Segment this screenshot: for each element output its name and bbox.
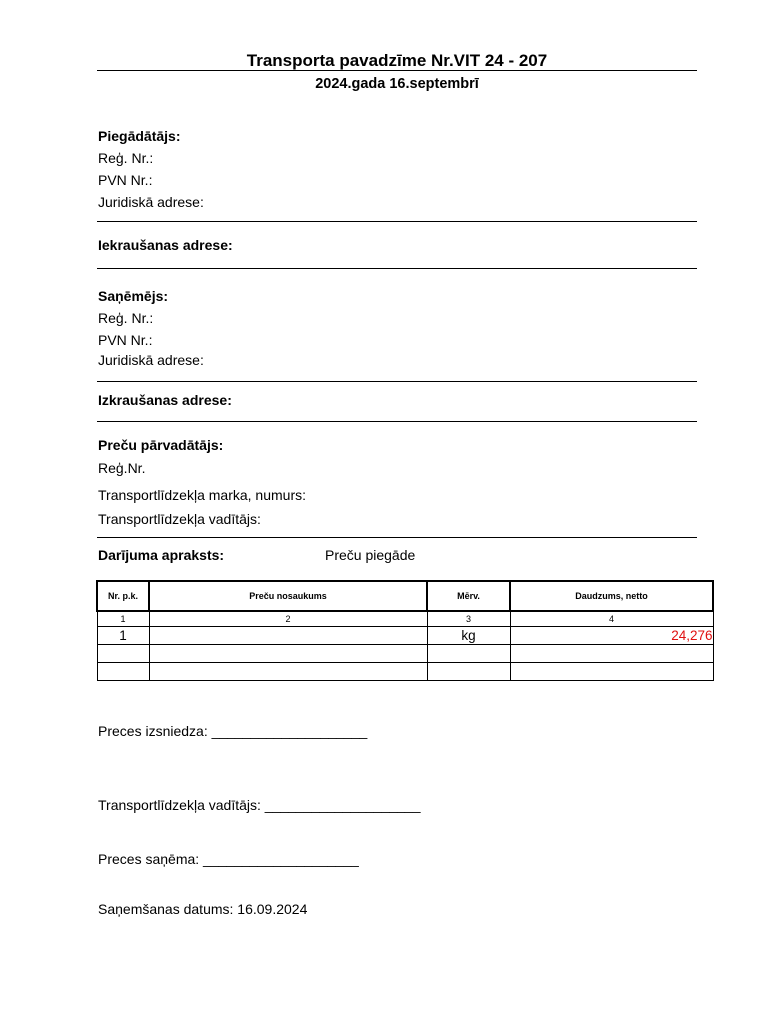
carrier-heading: Preču pārvadātājs:: [98, 437, 224, 453]
row-name-cell: [149, 663, 427, 681]
driver-signature-line: Transportlīdzekļa vadītājs: ____________________: [98, 797, 421, 813]
header-cell-nr: Nr. p.k.: [97, 581, 149, 611]
vehicle-label: Transportlīdzekļa marka, numurs:: [98, 487, 306, 503]
row-unit-cell: [427, 663, 510, 681]
items-table: [96, 580, 714, 681]
loading-address-label: Iekraušanas adrese:: [98, 237, 233, 253]
divider: [97, 381, 697, 382]
table-row: [97, 663, 713, 681]
column-number-row: [97, 611, 713, 627]
issued-by-signature-line: Preces izsniedza: ____________________: [98, 723, 368, 739]
table-row: [97, 627, 713, 645]
table-row: [97, 645, 713, 663]
row-nr-cell: [97, 645, 149, 663]
row-name-cell: [149, 645, 427, 663]
divider: [97, 268, 697, 269]
supplier-address-label: Juridiskā adrese:: [98, 194, 204, 210]
driver-label: Transportlīdzekļa vadītājs:: [98, 511, 261, 527]
unloading-address-label: Izkraušanas adrese:: [98, 392, 232, 408]
header-cell-name: Preču nosaukums: [149, 581, 427, 611]
receipt-date: Saņemšanas datums: 16.09.2024: [98, 901, 308, 917]
transaction-value: Preču piegāde: [325, 547, 416, 563]
row-qty-cell: [510, 663, 713, 681]
divider: [97, 221, 697, 222]
row-unit-cell: [427, 645, 510, 663]
row-unit-cell: kg: [427, 627, 510, 645]
receiver-heading: Saņēmējs:: [98, 288, 169, 304]
column-number: 3: [427, 611, 510, 627]
receiver-vat-label: PVN Nr.:: [98, 332, 153, 348]
receiver-address-label: Juridiskā adrese:: [98, 352, 204, 368]
carrier-reg-label: Reģ.Nr.: [98, 460, 146, 476]
row-nr-cell: [97, 663, 149, 681]
row-qty-cell: 24,276: [510, 627, 713, 645]
header-cell-qty: Daudzums, netto: [510, 581, 713, 611]
supplier-reg-label: Reģ. Nr.:: [98, 150, 154, 166]
title-underline: [97, 70, 697, 71]
supplier-heading: Piegādātājs:: [98, 128, 181, 144]
received-by-signature-line: Preces saņēma: ____________________: [98, 851, 359, 867]
row-name-cell: [149, 627, 427, 645]
column-number: 4: [510, 611, 713, 627]
transaction-label: Darījuma apraksts:: [98, 547, 225, 563]
row-nr-cell: 1: [97, 627, 149, 645]
table-header-row: [97, 581, 713, 611]
document-title: Transporta pavadzīme Nr.VIT 24 - 207: [246, 51, 548, 70]
header-cell-unit: Mērv.: [427, 581, 510, 611]
supplier-vat-label: PVN Nr.:: [98, 172, 153, 188]
receiver-reg-label: Reģ. Nr.:: [98, 310, 154, 326]
divider: [97, 537, 697, 538]
document-date: 2024.gada 16.septembrī: [315, 76, 479, 92]
divider: [97, 421, 697, 422]
column-number: 2: [149, 611, 427, 627]
column-number: 1: [97, 611, 149, 627]
row-qty-cell: [510, 645, 713, 663]
